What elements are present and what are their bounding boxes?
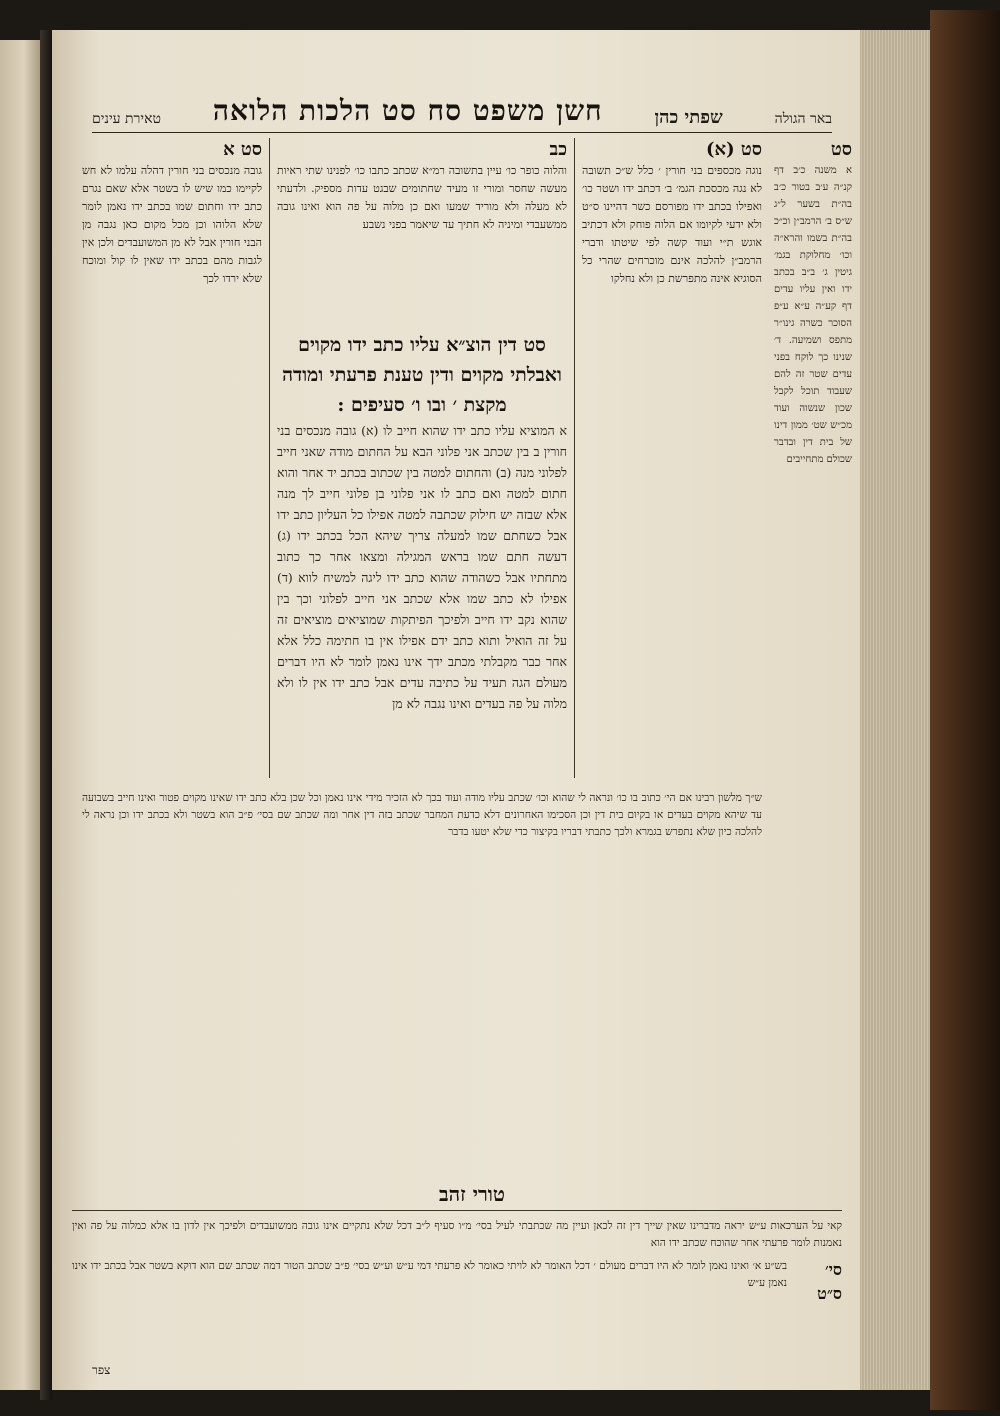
facing-page-edge [0,40,42,1390]
header-meirat-einayim: טאירת עינים [92,111,161,127]
taz-siman: סי׳ ס״ט [817,1260,842,1303]
shakh-text: נוגה מכספים בני חורין ׳ כלל ש״כ תשובה לא נגה מכסכת הגמ׳ ב׳ דכתב ידו ושטר כו׳ ואפילו בכתב ידו מפורסם כשר דהיינו ס״ט ולא ידעי לקיומו אם הלוה פוחק ולא דכתיב אוגש ת״י ועוד קשה לפי שיטתו ודברי הרמב״ן להלכה אינם מוכרחים שהרי כל הסוגיא אינה מתפרשת כן ולא נחלקו [582,164,762,285]
taz-text: קאי על הערכאות ע״ש יראה מדברינו שאין שייך דין זה לכאן ועיין מה שכתבתי לעיל בסי׳ מ״ו סעיף ל״ב דכל שלא נתקיים אינו גובה ממשועבדים ולפיכך אין לדון בו אלא כמלוה על פה ואין נאמנות לומר פרעתי אחר שהוכח שכתב ידו הוא [72,1220,842,1249]
meirat-einayim-heading: סט א [223,139,262,160]
page [52,30,862,1390]
main-text: א המוציא עליו כתב ידו שהוא חייב לו (א) גובה מנכסים בני חורין ב בין שכתב אני פלוני הבא על החתום מודה שאני חייב לפלוני מנה (ב) והחתום למטה בין שכתוב בכתב יד אחר והוא חתום למטה ואם כתב לו אני פלוני בן פלוני חייב לך מנה אלא שבזה יש חילוק שכתבה למטה אפילו כל העליון כתב ידו אבל כשחתם שמו למעלה צריך שיהא הכל בכתב ידו (ג) דעשה חתם שמו בראש המגילה ומצאו אחר כך כתוב מתחתיו אבל כשהודה שהוא כתב ידו ליגה למשיח לווא (ד) אפילו לא כתב שמו אלא שכתב אני חייב לפלוני וכך בין שהוא נקב ידו חייב ולפיכך הפיתקות שמוציאים מוציאים זה על זה הואיל ותוא כתב ידם אפילו אין בו חתימה כלל אלא אחר כבר מקבלתי מכתב ידך אינו נאמן לומר לא היו דברים מעולם הגה תעיד על כתיבה עדים אבל כתב ידו אין לו ולא מלוה על פה בעדים ואינו נגבה לא מן [277,423,567,711]
main-text-column [277,330,567,714]
catchword: צפר [92,1363,111,1377]
shakh-column [582,138,762,288]
siman-title: סט דין הוצ״א עליו כתב ידו מקוים ואבלתי מקוים ודין טענת פרעתי ומודה מקצת ׳ ובו ו׳ סעיפים : [282,334,562,416]
running-header [92,88,832,133]
page-edges [860,30,936,1390]
section-rule [72,1210,842,1211]
header-shakh: שפתי כהן [654,107,723,128]
column-rule [269,138,270,778]
taz-text-2: בש״ע א׳ ואינו נאמן לומר לא היו דברים מעולם ׳ דכל האומר לא לויתי כאומר לא פרעתי דמי ע״ש וע״ש בסי׳ פ״ב שכתב הטור דמה שכתב שם הוא דוקא בשטר אבל בכתב ידו אינו נאמן ע״ש [72,1260,788,1289]
beer-hagolah-heading: סט [830,139,852,160]
book-cover [930,10,1000,1410]
header-beer-hagolah: באר הגולה [774,111,832,127]
lower-commentary [82,790,762,1170]
beer-hagolah-column [774,138,852,468]
upper-commentary-text: והלוה כופר כו׳ עיין בתשובה רמ״א שכתב כתבו כו׳ לפנינו שתי ראיות מעשה שחסר ומורי זו מעיד שחתומים שבגט עדות מספיק. ולדעתי לא מעלה ולא מוריד שמעו ואם כן מלוה על פה הוא ואינו גובה ממשעבדי ומיניה לא חתיך עד שיאמר בפני נשבע [277,164,567,231]
upper-commentary-heading: כב [549,139,567,160]
book-gutter [40,30,52,1400]
header-title: חשן משפט סח סט הלכות הלואה [212,94,603,127]
meirat-einayim-column [82,138,262,778]
taz-heading: טורי זהב [439,1182,505,1206]
upper-commentary-column [277,138,567,328]
taz-column [72,1218,842,1306]
shakh-heading: סט (א) [706,139,762,160]
column-rule [574,138,575,778]
lower-commentary-text: ש״ך מלשון רבינו אם הי׳ כתוב בו כו׳ ונראה לי שהוא וכו׳ שכתב עליו מודה ועוד בכך לא הזכיר מידי אינו נאמן וכל שכן בלא כתב ידו שאינו מקוים פטור ואינו חייב בשבועה עד שיהא מקוים בעדים או בקיום בית דין וכן הסכימו האחרונים דלא כדעת המחבר שכתב בזה דין אחר ומה שכתב שם בסי׳ פ״ב הוא בשטר ולא בכתב ידו וכן נראה לי להלכה כיון שלא נתפרש בגמרא ולכך כתבתי דבריו בקיצור כדי שלא יטעו בדבר [82,792,762,838]
meirat-einayim-text: גובה מנכסים בני חורין דהלה עלמו לא חש לקיימו כמו שיש לו בשטר אלא שאם נגרם כתב ידו וחתום שמו בכתב ידו נאמן לומר שלא הלוהו וכן מכל מקום כאן נגבה מן הבני חורין אבל לא מן המשועבדים ולכן אין לגבות מהם בכתב ידו שאין לו קול ומוכח שלא ירדו לכך [82,164,262,285]
beer-hagolah-text: א משנה כ׳ב דף קנ״ה ע׳ב בטור כ׳ב בה״ת בשער ל״ג ש״ס ב׳ הרמב״ן וכ״כ בה״ת בשמו והרא״ה וכו׳ מחלוקת בגמ׳ גיטין ג׳ ב״ב בכתב ידו ואין עליו עדים דף קע״ה ע״א ע״פ הסוכר כשרה גינו״ר מתפס ושמיעה. ד׳ שנינו כך לוקח בפני עדים שטר זה להם שעבוד תוכל לקבל שכון שנשוה ועוד מכ״ש שט׳ ממון דינו של בית דין ובדבר שכולם מתחייבים [774,165,852,465]
